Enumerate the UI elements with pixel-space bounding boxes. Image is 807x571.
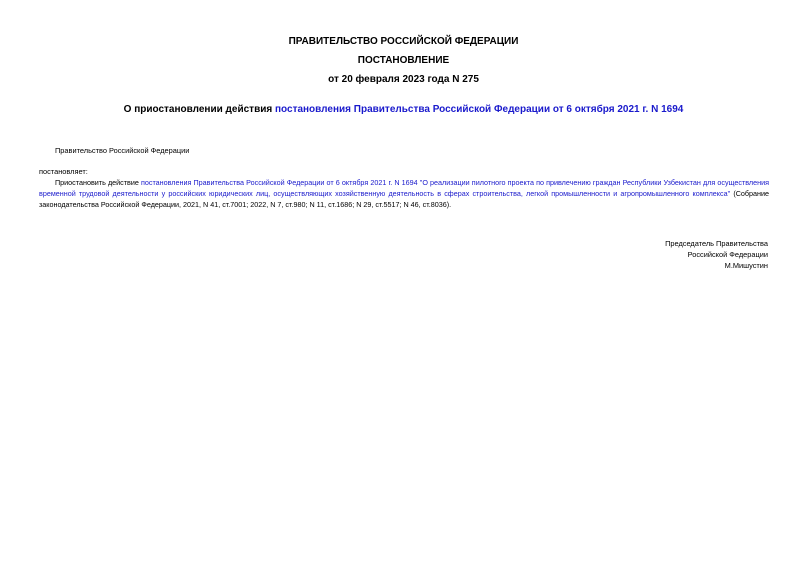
signature-organization: Российской Федерации [687, 250, 768, 259]
title-link[interactable]: постановления Правительства Российской Федерации от 6 октября 2021 г. N 1694 [274, 104, 684, 115]
issuer-text: Правительство Российской Федерации [55, 146, 190, 155]
paragraph-prefix: Приостановить действие [55, 178, 141, 187]
decree-link[interactable]: постановления Правительства Российской Федерации от 6 октября 2021 г. N 1694 "О реализации пилотного проекта по привлечению граждан Республики Узбекистан для осуществления временной трудовой деятельности у российских юридических лиц, осуществляющих хозяйственную деятельность в сферах строительства, легкой промышленности и агропромышленного комплекса" [39, 178, 769, 198]
title-prefix: О приостановлении действия [123, 104, 275, 115]
signature-position: Председатель Правительства [665, 239, 768, 248]
document-date-number: от 20 февраля 2023 года N 275 [328, 74, 479, 85]
signature-block [665, 238, 768, 271]
government-heading: ПРАВИТЕЛЬСТВО РОССИЙСКОЙ ФЕДЕРАЦИИ [288, 36, 519, 47]
signature-name: М.Мишустин [724, 261, 768, 270]
document-title [0, 104, 807, 115]
body-paragraph [39, 177, 769, 210]
resolves-text: постановляет: [39, 167, 88, 176]
paragraph-suffix: (Собрание законодательства Российской Федерации, 2021, N 41, ст.7001; 2022, N 7, ст.980; N 11, ст.1686; N 29, ст.5517; N 46, ст.8036). [39, 189, 769, 209]
document-type: ПОСТАНОВЛЕНИЕ [357, 55, 450, 66]
